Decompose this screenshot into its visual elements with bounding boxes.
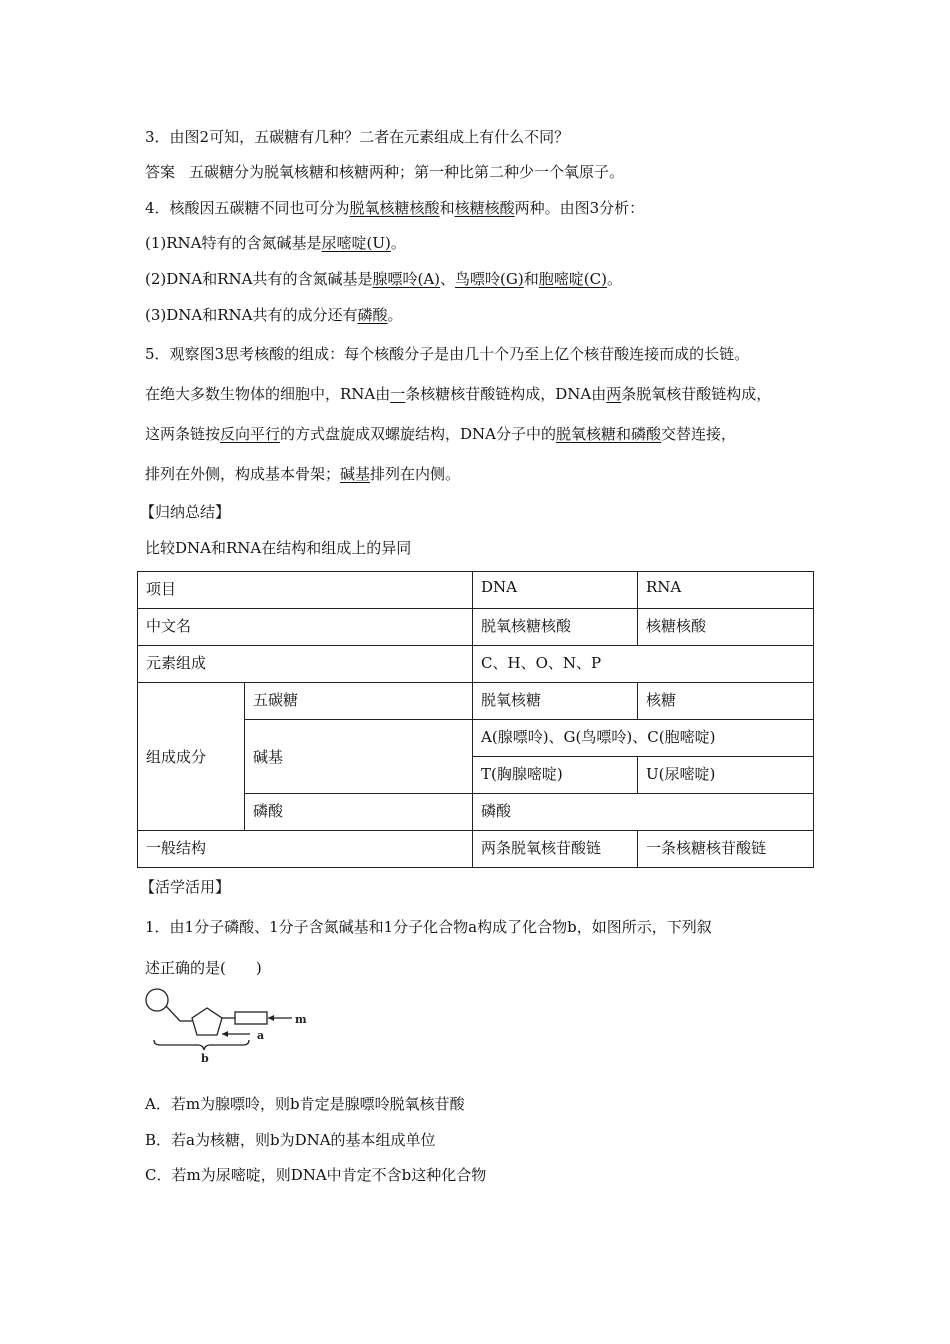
cell-rna-sugar: 核糖 [638, 683, 814, 720]
row-label-structure: 一般结构 [138, 831, 473, 868]
q5-text: 条核糖核苷酸链构成，DNA由 [405, 385, 607, 403]
sub-label-base: 碱基 [245, 720, 473, 794]
cell-dna-sugar: 脱氧核糖 [473, 683, 638, 720]
nucleotide-diagram [140, 988, 310, 1068]
blank-two: 两 [606, 385, 622, 403]
q5-text: 排列在外侧，构成基本骨架； [145, 465, 341, 483]
q5-line-3 [145, 424, 736, 444]
bond-line [166, 1006, 180, 1021]
pentose-pentagon [192, 1008, 222, 1035]
blank-rna-name: 核糖核酸 [454, 199, 515, 217]
option-b[interactable]: B．若a为核糖，则b为DNA的基本组成单位 [145, 1131, 436, 1149]
summary-heading: 【归纳总结】 [140, 503, 231, 521]
q5-text: 在绝大多数生物体的细胞中，RNA由 [145, 385, 391, 403]
q5-text: 的方式盘旋成双螺旋结构，DNA分子中的 [280, 425, 557, 443]
q4-text: (3)DNA和RNA共有的成分还有 [145, 306, 358, 324]
label-b: b [201, 1052, 209, 1065]
practice-q1-line-2: 述正确的是( ) [145, 959, 262, 977]
cell-phosphate: 磷酸 [473, 794, 814, 831]
cell-common-bases: A(腺嘌呤)、G(鸟嘌呤)、C(胞嘧啶) [473, 720, 814, 757]
sub-label-phosphate: 磷酸 [245, 794, 473, 831]
q4-intro-text: 4．核酸因五碳糖不同也可分为 [145, 199, 350, 217]
header-dna: DNA [473, 572, 638, 609]
phosphate-circle [146, 989, 168, 1011]
q4-intro-text: 和 [439, 199, 455, 217]
base-rectangle [235, 1012, 267, 1024]
q5-line-4 [145, 464, 460, 484]
row-label-elements: 元素组成 [138, 646, 473, 683]
label-a: a [257, 1029, 265, 1042]
q4-point-3 [145, 305, 403, 325]
table-row [138, 683, 814, 720]
blank-cytosine: 胞嘧啶(C) [538, 270, 607, 288]
cell-dna-name: 脱氧核糖核酸 [473, 609, 638, 646]
q4-text: 和 [523, 270, 539, 288]
cell-dna-base: T(胸腺嘧啶) [473, 757, 638, 794]
answer-label: 答案 [145, 163, 176, 181]
table-row [138, 609, 814, 646]
blank-phosphate: 磷酸 [357, 306, 388, 324]
cell-elements: C、H、O、N、P [473, 646, 814, 683]
comparison-table [137, 571, 814, 868]
arrow-head-icon [268, 1015, 274, 1021]
arrow-head-icon [222, 1031, 228, 1037]
row-label-composition: 组成成分 [138, 683, 245, 831]
sub-label-sugar: 五碳糖 [245, 683, 473, 720]
header-item: 项目 [138, 572, 473, 609]
q4-text: (1)RNA特有的含氮碱基是 [145, 234, 322, 252]
q4-text: 、 [440, 270, 456, 288]
q4-point-2 [145, 269, 622, 289]
table-row [138, 646, 814, 683]
practice-q1-line-1: 1．由1分子磷酸、1分子含氮碱基和1分子化合物a构成了化合物b，如图所示，下列叙 [145, 918, 712, 936]
blank-adenine: 腺嘌呤(A) [372, 270, 441, 288]
option-c[interactable]: C．若m为尿嘧啶，则DNA中肯定不含b这种化合物 [145, 1166, 487, 1184]
q4-text: 。 [387, 306, 403, 324]
blank-dna-name: 脱氧核糖核酸 [349, 199, 440, 217]
blank-antiparallel: 反向平行 [220, 425, 281, 443]
q5-text: 这两条链按 [145, 425, 221, 443]
q4-text: 。 [606, 270, 622, 288]
blank-uracil: 尿嘧啶(U) [321, 234, 391, 252]
cell-dna-structure: 两条脱氧核苷酸链 [473, 831, 638, 868]
q5-line-2 [145, 384, 771, 404]
blank-bases: 碱基 [340, 465, 371, 483]
q4-intro-text: 两种。由图3分析： [514, 199, 645, 217]
q4-text: (2)DNA和RNA共有的含氮碱基是 [145, 270, 373, 288]
cell-rna-base: U(尿嘧啶) [638, 757, 814, 794]
q3-answer [145, 162, 624, 182]
table-caption: 比较DNA和RNA在结构和组成上的异同 [145, 539, 412, 557]
header-rna: RNA [638, 572, 814, 609]
blank-guanine: 鸟嘌呤(G) [455, 270, 524, 288]
row-label-name: 中文名 [138, 609, 473, 646]
label-m: m [295, 1013, 307, 1026]
q5-text: 条脱氧核苷酸链构成， [621, 385, 772, 403]
practice-heading: 【活学活用】 [140, 878, 231, 896]
q4-text: 。 [390, 234, 406, 252]
q4-intro [145, 198, 644, 218]
cell-rna-structure: 一条核糖核苷酸链 [638, 831, 814, 868]
q5-line-1: 5．观察图3思考核酸的组成：每个核酸分子是由几十个乃至上亿个核苷酸连接而成的长链。 [145, 345, 750, 363]
cell-rna-name: 核糖核酸 [638, 609, 814, 646]
blank-backbone: 脱氧核糖和磷酸 [556, 425, 662, 443]
blank-one: 一 [390, 385, 406, 403]
q3-question: 3．由图2可知，五碳糖有几种？二者在元素组成上有什么不同？ [145, 128, 570, 146]
q4-point-1 [145, 233, 406, 253]
q5-text: 排列在内侧。 [370, 465, 461, 483]
table-row [138, 831, 814, 868]
table-row [138, 572, 814, 609]
answer-text: 五碳糖分为脱氧核糖和核糖两种；第一种比第二种少一个氧原子。 [189, 163, 625, 181]
q5-text: 交替连接， [661, 425, 737, 443]
brace [154, 1040, 249, 1050]
option-a[interactable]: A．若m为腺嘌呤，则b肯定是腺嘌呤脱氧核苷酸 [145, 1095, 465, 1113]
